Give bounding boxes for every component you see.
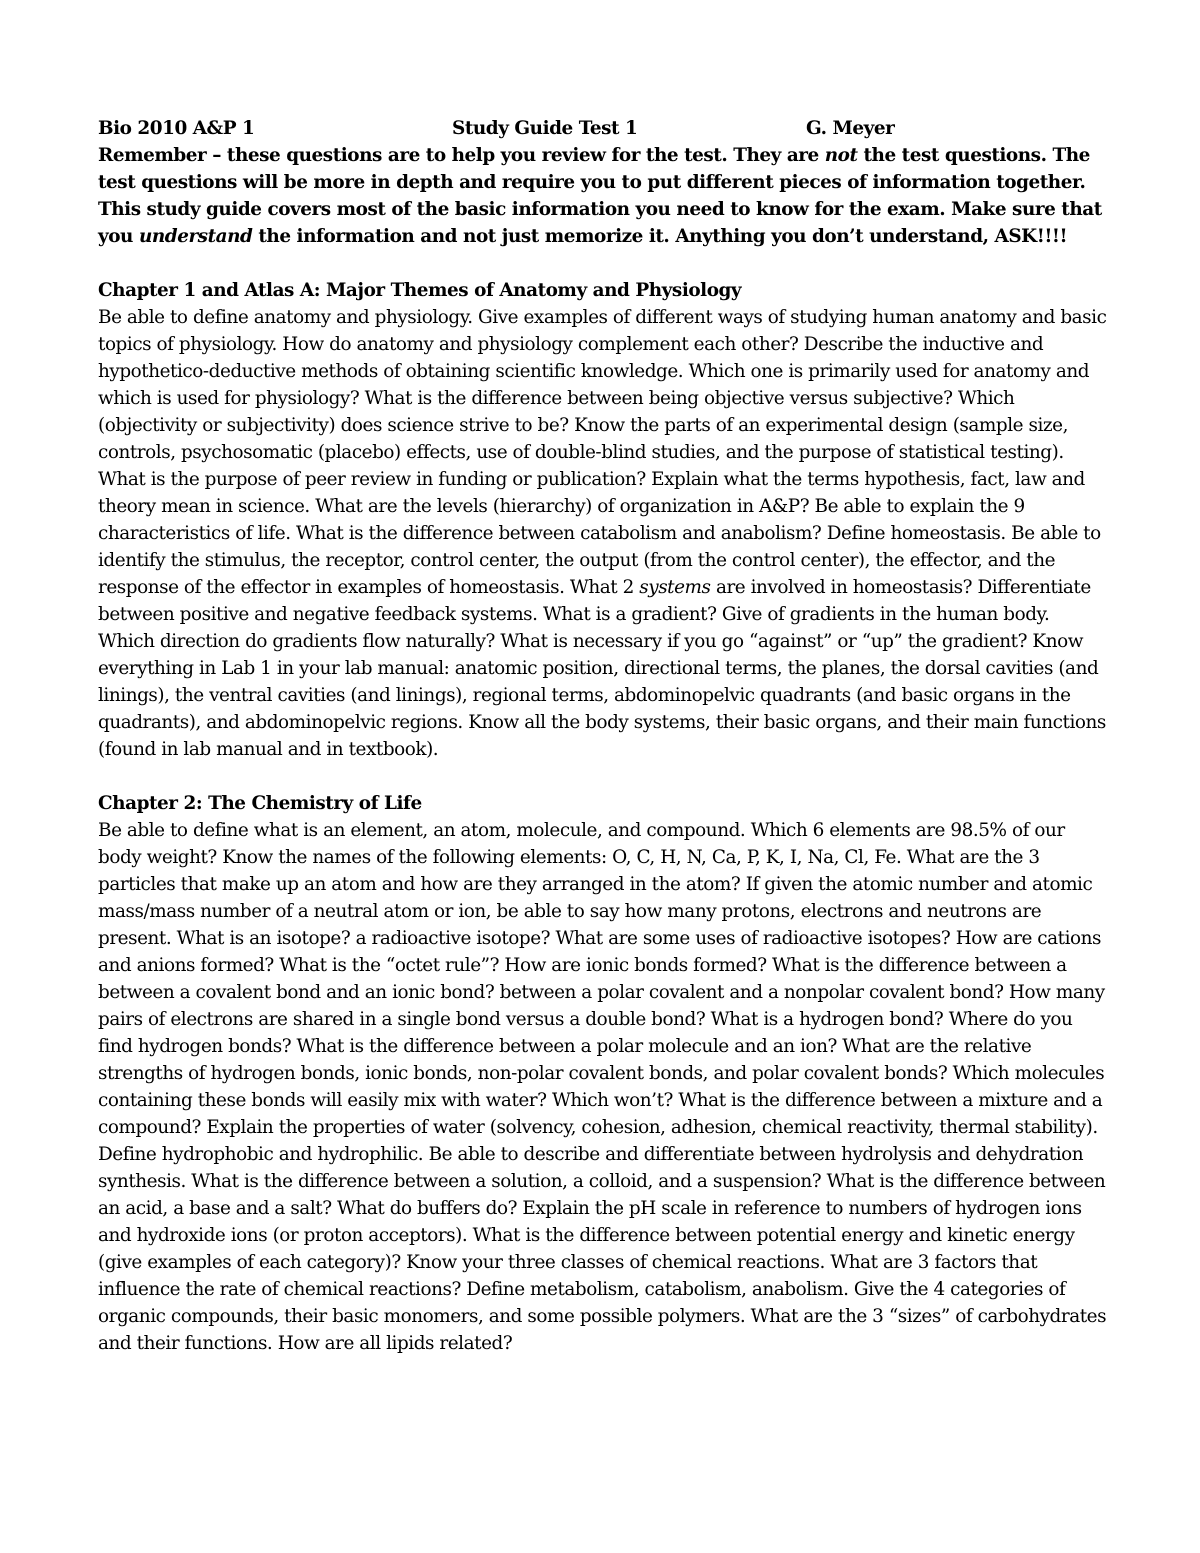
reminder-emphasis-understand: understand [138, 226, 253, 247]
reminder-text-2: the test questions. The test questions will be more in depth and require you to put different pieces of information together. This study guide covers most of the basic information you need to know for the exam. Make sure that you [98, 145, 1102, 247]
reminder-emphasis-not: not [824, 145, 858, 166]
section-chapter-2 [98, 790, 1108, 1357]
section-chapter-1 [98, 277, 1108, 763]
document-header [98, 115, 1108, 142]
section-body-text-1: Be able to define anatomy and physiology. Give examples of different ways of studying human anatomy and basic topics of physiology. How do anatomy and physiology complement each other? Describe the inductive and hypothetico-deductive methods of obtaining scientific knowledge. Which one is primarily used for anatomy and which is used for physiology? What is the difference between being objective versus subjective? Which (objectivity or subjectivity) does science strive to be? Know the parts of an experimental design (sample size, controls, psychosomatic (placebo) effects, use of double-blind studies, and the purpose of statistical testing). What is the purpose of peer review in funding or publication? Explain what the terms hypothesis, fact, law and theory mean in science. What are the levels (hierarchy) of organization in A&P? Be able to explain the 9 characteristics of life. What is the difference between catabolism and anabolism? Define homeostasis. Be able to identify the stimulus, the receptor, control center, the output (from the control center), the effector, and the response of the effector in examples of homeostasis. What 2 [98, 307, 1107, 598]
document-content [98, 142, 1108, 1357]
reminder-paragraph [98, 142, 1108, 250]
section-body-emphasis: systems [639, 577, 711, 598]
section-body [98, 304, 1108, 763]
section-body-text-2: are involved in homeostasis? Differentiate between positive and negative feedback systems. What is a gradient? Give of gradients in the human body. Which direction do gradients flow naturally? What is necessary if you go “against” or “up” the gradient? Know everything in Lab 1 in your lab manual: anatomic position, directional terms, the planes, the dorsal cavities (and linings), the ventral cavities (and linings), regional terms, abdominopelvic quadrants (and basic organs in the quadrants), and abdominopelvic regions. Know all the body systems, their basic organs, and their main functions (found in lab manual and in textbook). [98, 577, 1106, 760]
section-body: Be able to define what is an element, an atom, molecule, and compound. Which 6 elements are 98.5% of our body weight? Know the names of the following elements: O, C, H, N, Ca, P, K, I, Na, Cl, Fe. What are the 3 particles that make up an atom and how are they arranged in the atom? If given the atomic number and atomic mass/mass number of a neutral atom or ion, be able to say how many protons, electrons and neutrons are present. What is an isotope? a radioactive isotope? What are some uses of radioactive isotopes? How are cations and anions formed? What is the “octet rule”? How are ionic bonds formed? What is the difference between a between a covalent bond and an ionic bond? between a polar covalent and a nonpolar covalent bond? How many pairs of electrons are shared in a single bond versus a double bond? What is a hydrogen bond? Where do you find hydrogen bonds? What is the difference between a polar molecule and an ion? What are the relative strengths of hydrogen bonds, ionic bonds, non-polar covalent bonds, and polar covalent bonds? Which molecules containing these bonds will easily mix with water? Which won’t? What is the difference between a mixture and a compound? Explain the properties of water (solvency, cohesion, adhesion, chemical reactivity, thermal stability). Define hydrophobic and hydrophilic. Be able to describe and differentiate between hydrolysis and dehydration synthesis. What is the difference between a solution, a colloid, and a suspension? What is the difference between an acid, a base and a salt? What do buffers do? Explain the pH scale in reference to numbers of hydrogen ions and hydroxide ions (or proton acceptors). What is the difference between potential energy and kinetic energy (give examples of each category)? Know your three classes of chemical reactions. What are 3 factors that influence the rate of chemical reactions? Define metabolism, catabolism, anabolism. Give the 4 categories of organic compounds, their basic monomers, and some possible polymers. What are the 3 “sizes” of carbohydrates and their functions. How are all lipids related? [98, 820, 1107, 1354]
instructor-name: G. Meyer [806, 118, 895, 139]
reminder-text-1: Remember – these questions are to help you review for the test. They are [98, 145, 825, 166]
course-title: Bio 2010 A&P 1 [98, 118, 255, 139]
section-title: Chapter 1 and Atlas A: Major Themes of Anatomy and Physiology [98, 280, 742, 301]
section-title: Chapter 2: The Chemistry of Life [98, 793, 422, 814]
reminder-text-3: the information and not just memorize it. Anything you don’t understand, ASK!!!! [252, 226, 1068, 247]
guide-title: Study Guide Test 1 [452, 118, 638, 139]
